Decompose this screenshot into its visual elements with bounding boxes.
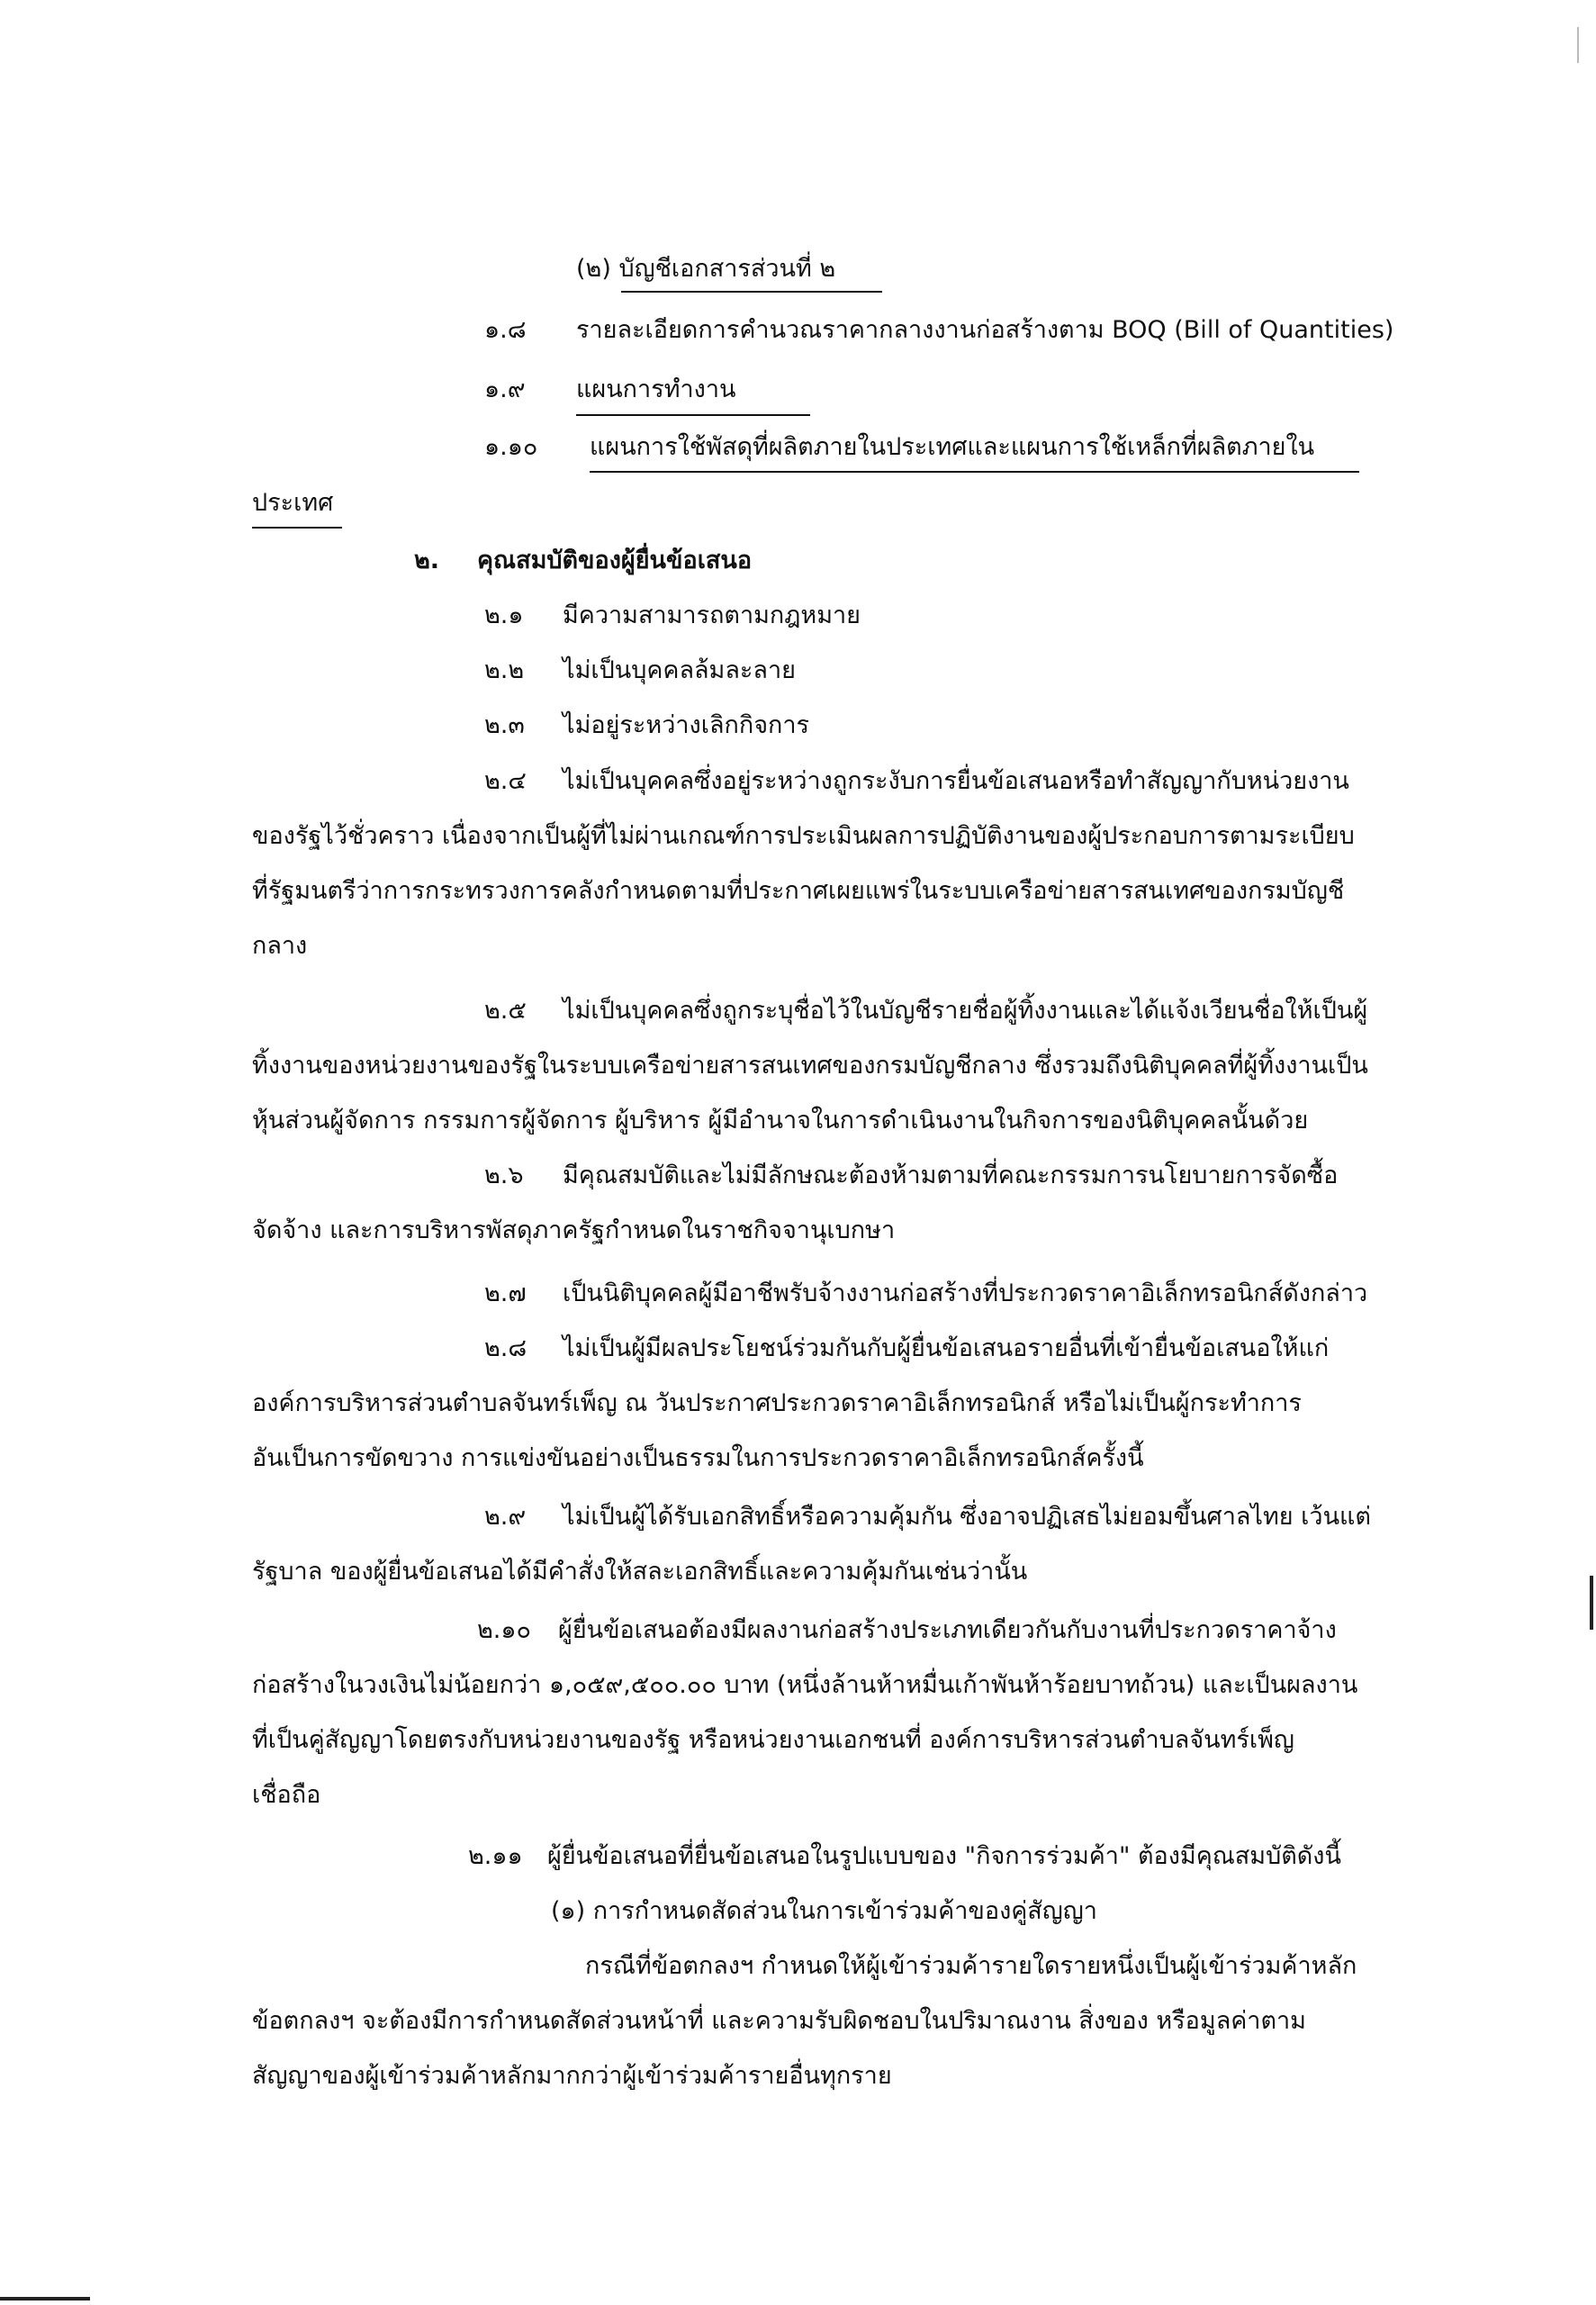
- paragraph-line: ทิ้งงานของหน่วยงานของรัฐในระบบเครือข่ายสารสนเทศของกรมบัญชีกลาง ซึ่งรวมถึงนิติบุคคลที่ผู้ทิ้งงานเป็น: [252, 1052, 1368, 1080]
- paragraph-line: เชื่อถือ: [252, 1781, 321, 1809]
- scan-artifact: [1590, 1576, 1593, 1630]
- paragraph-line: ที่เป็นคู่สัญญาโดยตรงกับหน่วยงานของรัฐ หรือหน่วยงานเอกชนที่ องค์การบริหารส่วนตำบลจันทร์เพ็ญ: [252, 1726, 1294, 1754]
- list-item-continuation: ประเทศ: [252, 489, 334, 517]
- underline: [576, 414, 810, 416]
- underline: [621, 291, 882, 293]
- item-number: ๒.๑๑: [468, 1842, 523, 1870]
- list-item-doc-part2: (๒) บัญชีเอกสารส่วนที่ ๒: [576, 255, 836, 283]
- item-number: ๒.๘: [484, 1334, 527, 1362]
- paragraph-line: ผู้ยื่นข้อเสนอต้องมีผลงานก่อสร้างประเภทเดียวกันกับงานที่ประกวดราคาจ้าง: [558, 1616, 1337, 1644]
- paragraph-line: องค์การบริหารส่วนตำบลจันทร์เพ็ญ ณ วันประกาศประกวดราคาอิเล็กทรอนิกส์ หรือไม่เป็นผู้กระทำการ: [252, 1389, 1302, 1417]
- paragraph-line: ของรัฐไว้ชั่วคราว เนื่องจากเป็นผู้ที่ไม่ผ่านเกณฑ์การประเมินผลการปฏิบัติงานของผู้ประกอบการตามระเบียบ: [252, 822, 1355, 850]
- item-number: ๑.๘: [484, 316, 527, 344]
- item-number: ๒.๓: [484, 711, 525, 739]
- item-number: ๒.๗: [484, 1279, 527, 1307]
- paragraph-line: อันเป็นการขัดขวาง การแข่งขันอย่างเป็นธรรมในการประกวดราคาอิเล็กทรอนิกส์ครั้งนี้: [252, 1444, 1144, 1472]
- paragraph-line: กลาง: [252, 932, 308, 960]
- paragraph-line: ที่รัฐมนตรีว่าการกระทรวงการคลังกำหนดตามที่ประกาศเผยแพร่ในระบบเครือข่ายสารสนเทศของกรมบัญชี: [252, 877, 1345, 905]
- list-item: ไม่เป็นบุคคลล้มละลาย: [563, 656, 796, 684]
- paragraph-line: ไม่เป็นบุคคลซึ่งอยู่ระหว่างถูกระงับการยื่นข้อเสนอหรือทำสัญญากับหน่วยงาน: [563, 767, 1349, 795]
- item-number: ๒.๖: [484, 1162, 524, 1189]
- item-number: ๑.๙: [484, 375, 526, 403]
- underline: [252, 527, 342, 529]
- list-item-workplan: แผนการทำงาน: [576, 375, 736, 403]
- list-item: มีความสามารถตามกฎหมาย: [563, 601, 861, 629]
- list-item: ไม่อยู่ระหว่างเลิกกิจการ: [563, 711, 810, 739]
- paragraph-line: เป็นนิติบุคคลผู้มีอาชีพรับจ้างงานก่อสร้างที่ประกวดราคาอิเล็กทรอนิกส์ดังกล่าว: [563, 1279, 1368, 1307]
- item-number: ๒.๔: [484, 767, 527, 795]
- paragraph-line: กรณีที่ข้อตกลงฯ กำหนดให้ผู้เข้าร่วมค้ารายใดรายหนึ่งเป็นผู้เข้าร่วมค้าหลัก: [585, 1952, 1357, 1980]
- item-number: ๒.๑: [484, 601, 524, 629]
- paragraph-line: หุ้นส่วนผู้จัดการ กรรมการผู้จัดการ ผู้บริหาร ผู้มีอำนาจในการดำเนินงานในกิจการของนิติบุคคลนั้นด้วย: [252, 1107, 1309, 1134]
- item-number: ๒.๕: [484, 997, 527, 1025]
- paragraph-line: รัฐบาล ของผู้ยื่นข้อเสนอได้มีคำสั่งให้สละเอกสิทธิ์และความคุ้มกันเช่นว่านั้น: [252, 1558, 1028, 1586]
- sub-item: (๑) การกำหนดสัดส่วนในการเข้าร่วมค้าของคู่สัญญา: [551, 1897, 1097, 1925]
- paragraph-line: ก่อสร้างในวงเงินไม่น้อยกว่า ๑,๐๕๙,๕๐๐.๐๐ บาท (หนึ่งล้านห้าหมื่นเก้าพันห้าร้อยบาทถ้วน) และเป็นผลงาน: [252, 1671, 1358, 1699]
- item-number: ๒.๑๐: [477, 1616, 531, 1644]
- item-number: ๒.๙: [484, 1503, 527, 1531]
- paragraph-line: ข้อตกลงฯ จะต้องมีการกำหนดสัดส่วนหน้าที่ และความรับผิดชอบในปริมาณงาน สิ่งของ หรือมูลค่าตาม: [252, 2007, 1306, 2035]
- scan-artifact: [1577, 27, 1579, 63]
- scan-artifact: [0, 2297, 90, 2300]
- item-number: ๑.๑๐: [484, 433, 538, 461]
- paragraph-line: ไม่เป็นผู้ได้รับเอกสิทธิ์หรือความคุ้มกัน ซึ่งอาจปฏิเสธไม่ยอมขึ้นศาลไทย เว้นแต่: [563, 1503, 1371, 1531]
- list-item-boq: รายละเอียดการคำนวณราคากลางงานก่อสร้างตาม BOQ (Bill of Quantities): [576, 316, 1394, 344]
- paragraph-line: สัญญาของผู้เข้าร่วมค้าหลักมากกว่าผู้เข้าร่วมค้ารายอื่นทุกราย: [252, 2062, 892, 2090]
- paragraph-line: ผู้ยื่นข้อเสนอที่ยื่นข้อเสนอในรูปแบบของ "กิจการร่วมค้า" ต้องมีคุณสมบัติดังนี้: [547, 1842, 1341, 1870]
- paragraph-line: จัดจ้าง และการบริหารพัสดุภาครัฐกำหนดในราชกิจจานุเบกษา: [252, 1216, 896, 1244]
- paragraph-line: ไม่เป็นผู้มีผลประโยชน์ร่วมกันกับผู้ยื่นข้อเสนอรายอื่นที่เข้ายื่นข้อเสนอให้แก่: [563, 1334, 1330, 1362]
- item-number: ๒.๒: [484, 656, 525, 684]
- paragraph-line: มีคุณสมบัติและไม่มีลักษณะต้องห้ามตามที่คณะกรรมการนโยบายการจัดซื้อ: [563, 1162, 1339, 1189]
- list-item-materials-plan: แผนการใช้พัสดุที่ผลิตภายในประเทศและแผนการใช้เหล็กที่ผลิตภายใน: [590, 433, 1315, 461]
- section-heading: คุณสมบัติของผู้ยื่นข้อเสนอ: [477, 547, 753, 574]
- underline: [590, 471, 1359, 473]
- section-number: ๒.: [414, 547, 440, 574]
- paragraph-line: ไม่เป็นบุคคลซึ่งถูกระบุชื่อไว้ในบัญชีรายชื่อผู้ทิ้งงานและได้แจ้งเวียนชื่อให้เป็นผู้: [563, 997, 1368, 1025]
